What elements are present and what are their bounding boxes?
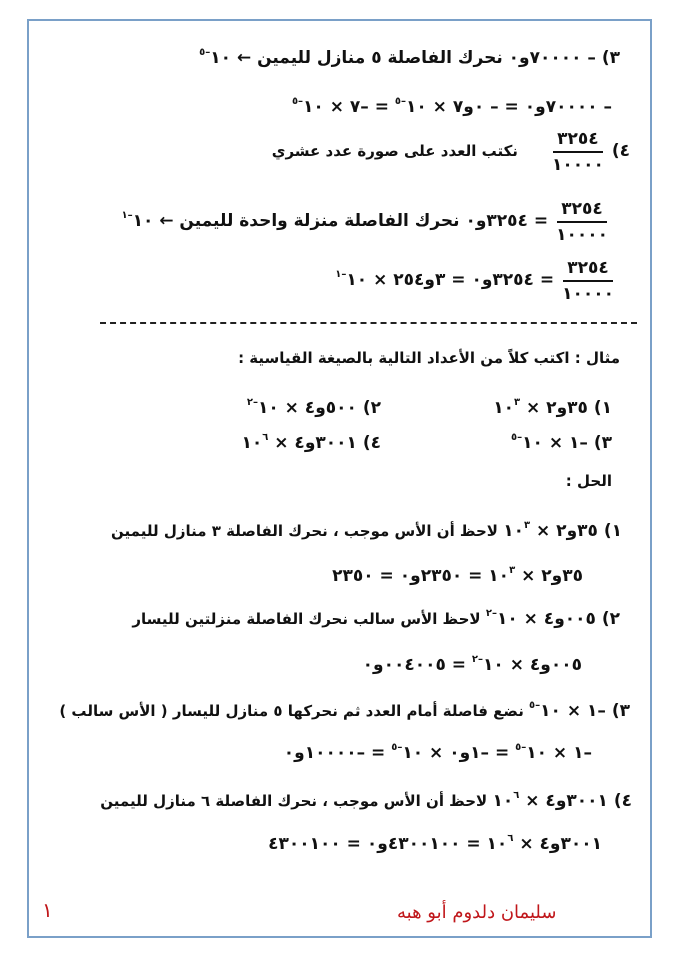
line-4-result: $\frac{٣٢٥٤}{١٠٠٠٠}$ = ٣٢٥٤و٠ = ٣و٢٥٤ × $١٠^{-١}$	[335, 252, 622, 304]
line-3-result: – ٧٠٠٠٠و٠ = – ٠و٧ × $١٠^{-٥}$ = –٧ × $١٠^{-٥}$	[291, 96, 612, 117]
example-title: مثال : اكتب كلاً من الأعداد التالية بالصيغة القياسية :	[238, 349, 620, 367]
example-item-4: ٤) ٣٠٠١و٤ × $١٠^٦$	[241, 432, 381, 453]
line-4-step: $\frac{٣٢٥٤}{١٠٠٠٠}$ = ٣٢٥٤و٠ نحرك الفاصلة منزلة واحدة لليمين ← $١٠^{-١}$	[121, 193, 616, 245]
line-3-example: ٣) – ٧٠٠٠٠و٠ نحرك الفاصلة ٥ منازل لليمين ← $١٠^{-٥}$	[199, 47, 620, 68]
author-name: سليمان دلدوم أبو هبه	[397, 902, 557, 923]
solution-2-calc: ٠٠٥و٤ × $١٠^{-٢}$ = ٠٠٤٠٠٥و٠	[362, 654, 582, 675]
fraction: $\frac{٣٢٥٤}{١٠٠٠٠}$	[556, 198, 608, 245]
example-item-2: ٢) ٥٠٠و٤ × $١٠^{-٢}$	[246, 397, 381, 418]
solution-3-calc: –١ × $١٠^{-٥}$ = –١و٠ × $١٠^{-٥}$ = –١٠٠٠٠و٠	[283, 742, 592, 763]
line-4-question: ٤) $\frac{٣٢٥٤}{١٠٠٠٠}$ نكتب العدد على صورة عدد عشري	[271, 128, 630, 175]
page-number: ١	[42, 898, 53, 922]
example-item-1: ١) ٣٥و٢ × $١٠^٣$	[493, 397, 612, 418]
fraction: $\frac{٣٢٥٤}{١٠٠٠٠}$	[551, 128, 604, 175]
fraction: $\frac{٣٢٥٤}{١٠٠٠٠}$	[562, 257, 614, 304]
solution-1-calc: ٣٥و٢ × $١٠^٣$ = ٢٣٥٠و٠ = ٢٣٥٠	[332, 565, 583, 586]
solution-2: ٢) ٠٠٥و٤ × $١٠^{-٢}$ لاحظ الأس سالب نحرك الفاصلة منزلتين لليسار	[132, 608, 620, 629]
solution-1: ١) ٣٥و٢ × $١٠^٣$ لاحظ أن الأس موجب ، نحرك الفاصلة ٣ منازل لليمين	[111, 520, 622, 541]
solution-4-calc: ٣٠٠١و٤ × $١٠^٦$ = ٤٣٠٠١٠٠و٠ = ٤٣٠٠١٠٠	[268, 833, 602, 854]
divider	[100, 322, 637, 324]
example-item-3: ٣) –١ × $١٠^{-٥}$	[511, 432, 612, 453]
solution-title: الحل :	[565, 472, 612, 490]
solution-4: ٤) ٣٠٠١و٤ × $١٠^٦$ لاحظ أن الأس موجب ، نحرك الفاصلة ٦ منازل لليمين	[100, 790, 632, 811]
solution-3: ٣) –١ × $١٠^{-٥}$ نضع فاصلة أمام العدد ثم نحركها ٥ منازل لليسار ( الأس سالب )	[59, 700, 630, 721]
